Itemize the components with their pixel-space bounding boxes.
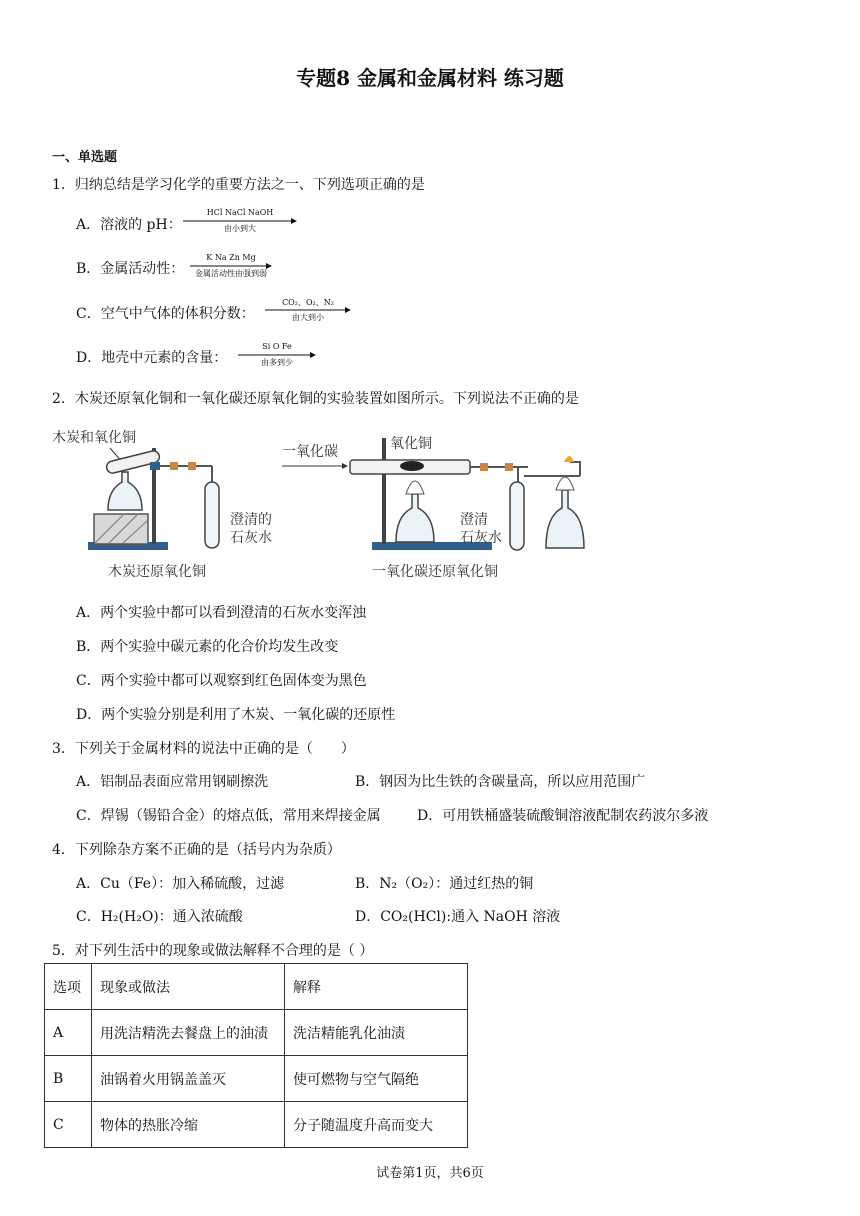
table-header-row — [45, 964, 468, 1010]
table-cell: A — [45, 1010, 92, 1056]
q1-b-arrow — [190, 253, 272, 279]
fig-left-water-1: 澄清的 — [230, 512, 272, 528]
table-header-cell: 解释 — [285, 964, 468, 1010]
q1-c-arrow — [265, 297, 351, 323]
q1-b-above: K Na Zn Mg — [206, 253, 256, 262]
q3-stem: 3．下列关于金属材料的说法中正确的是（ ） — [52, 741, 355, 757]
table-cell: B — [45, 1056, 92, 1102]
q1-d-arrow — [238, 342, 316, 368]
q3-option-b: B．钢因为比生铁的含碳量高，所以应用范围广 — [355, 774, 646, 790]
q1-b-below: 金属活动性由强到弱 — [195, 269, 267, 278]
table-cell: 物体的热胀冷缩 — [92, 1102, 285, 1148]
q4-option-b: B．N₂（O₂）：通过红热的铜 — [355, 876, 534, 892]
section-heading: 一、单选题 — [52, 150, 118, 165]
table-header-cell: 选项 — [45, 964, 92, 1010]
table-row — [45, 1010, 468, 1056]
table-cell: 洗洁精能乳化油渍 — [285, 1010, 468, 1056]
q5-table — [44, 963, 468, 1148]
table-cell: 用洗洁精洗去餐盘上的油渍 — [92, 1010, 285, 1056]
q2-option-c: C．两个实验中都可以观察到红色固体变为黑色 — [76, 673, 367, 689]
q1-option-c: C．空气中气体的体积分数： — [76, 306, 255, 322]
q2-option-d: D．两个实验分别是利用了木炭、一氧化碳的还原性 — [76, 707, 396, 723]
table-row — [45, 1056, 468, 1102]
q1-d-below: 由多到少 — [261, 358, 293, 367]
q3-option-d: D．可用铁桶盛装硫酸铜溶液配制农药波尔多液 — [417, 808, 709, 824]
q3-option-a: A．铝制品表面应常用钢刷擦洗 — [76, 774, 269, 790]
fig-right-water-2: 石灰水 — [460, 530, 502, 546]
table-cell: 使可燃物与空气隔绝 — [285, 1056, 468, 1102]
fig-right-gas-label: 一氧化碳 — [282, 444, 338, 460]
fig-left-water-2: 石灰水 — [230, 530, 272, 546]
table-cell: C — [45, 1102, 92, 1148]
q4-option-c: C．H₂(H₂O)：通入浓硫酸 — [76, 909, 243, 925]
table-row — [45, 1102, 468, 1148]
q3-option-c: C．焊锡（锡铅合金）的熔点低，常用来焊接金属 — [76, 808, 381, 824]
table-cell: 油锅着火用锅盖盖灭 — [92, 1056, 285, 1102]
q1-d-above: Si O Fe — [262, 342, 292, 351]
fig-right-water-1: 澄清 — [460, 512, 488, 528]
alcohol-lamp — [396, 494, 434, 542]
fig-right-cuo-label: 氧化铜 — [390, 436, 432, 452]
page-title: 专题8 金属和金属材料 练习题 — [296, 66, 564, 90]
q2-stem: 2．木炭还原氧化铜和一氧化碳还原氧化铜的实验装置如图所示。下列说法不正确的是 — [52, 391, 579, 407]
q1-stem: 1．归纳总结是学习化学的重要方法之一、下列选项正确的是 — [52, 177, 425, 193]
fig-right-caption: 一氧化碳还原氧化铜 — [372, 564, 498, 580]
q2-option-b: B．两个实验中碳元素的化合价均发生改变 — [76, 639, 339, 655]
q1-c-above: CO₂、O₂、N₂ — [282, 298, 334, 307]
alcohol-lamp — [546, 490, 584, 548]
q1-option-a: A．溶液的 pH： — [76, 217, 182, 233]
q1-a-below: 由小到大 — [224, 224, 256, 233]
table-cell: 分子随温度升高而变大 — [285, 1102, 468, 1148]
q5-stem: 5．对下列生活中的现象或做法解释不合理的是（ ） — [52, 943, 374, 959]
q1-c-below: 由大到小 — [292, 313, 324, 322]
q4-stem: 4．下列除杂方案不正确的是（括号内为杂质） — [52, 842, 341, 858]
q2-option-a: A．两个实验中都可以看到澄清的石灰水变浑浊 — [76, 605, 367, 621]
table-header-cell: 现象或做法 — [92, 964, 285, 1010]
q1-option-b: B．金属活动性： — [76, 261, 185, 277]
q1-a-arrow — [183, 208, 297, 234]
fig-left-top-label: 木炭和氧化铜 — [52, 430, 136, 446]
alcohol-lamp — [108, 472, 142, 510]
q4-option-a: A．Cu（Fe）：加入稀硫酸，过滤 — [76, 876, 285, 892]
q4-option-d: D．CO₂(HCl):通入 NaOH 溶液 — [355, 909, 561, 925]
experiment-figure — [50, 420, 620, 585]
q1-option-d: D．地壳中元素的含量： — [76, 350, 228, 366]
q1-a-above: HCl NaCl NaOH — [206, 208, 274, 217]
page-footer: 试卷第1页，共6页 — [376, 1166, 484, 1181]
fig-left-caption: 木炭还原氧化铜 — [108, 564, 206, 580]
